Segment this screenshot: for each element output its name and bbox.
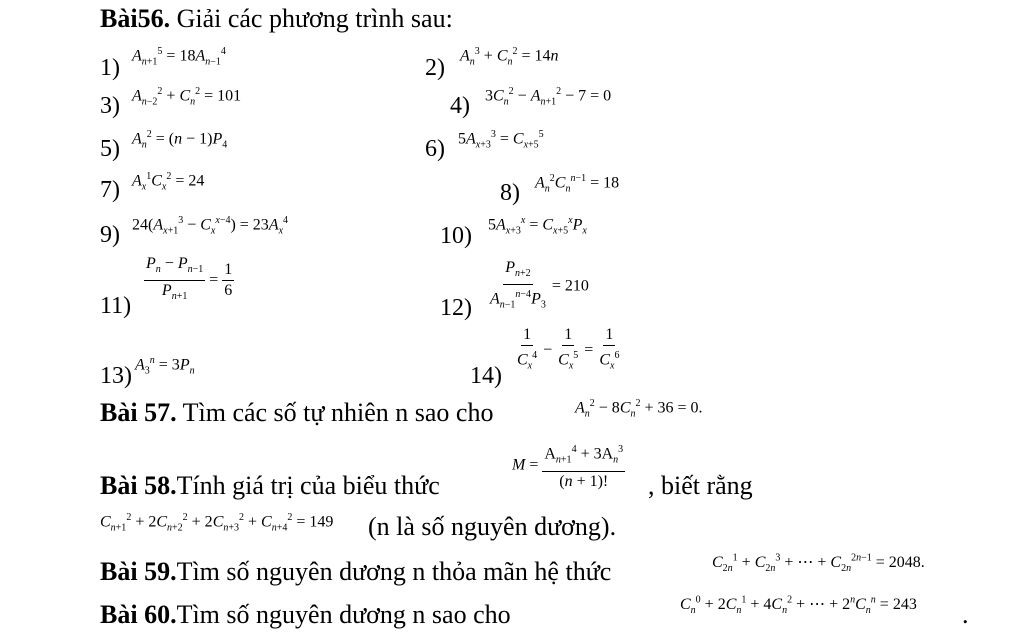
formula-59: $C_{2n}^1 + C_{2n}^3$ + ⋯ + $C_{2n}^{2n-1} = 2048$. xyxy=(712,552,925,575)
formula-13: $A_3^n = 3P_n$ xyxy=(135,355,195,377)
item-number: 11) xyxy=(100,293,132,319)
problem-label: Bài 59. xyxy=(100,557,177,586)
formula-60: $C_n^0 + 2C_n^1 + 4C_n^2$ + ⋯ + $2^nC_n^n = 243$ xyxy=(680,594,917,617)
formula-6: $5A_{x+3}^3 = C_{x+5}^5$ xyxy=(458,129,544,151)
formula-10: $5A_{x+3}^x = C_{x+5}^xP_x$ xyxy=(488,215,587,237)
item-number: 3) xyxy=(100,93,120,119)
formula-7: $A_x^1C_x^2 = 24$ xyxy=(132,171,205,193)
formula-14: $\frac{1}{C_x^4}$ − $\frac{1}{C_x^5}$ = $\frac{1}{C_x^6}$ xyxy=(517,326,620,372)
formula-12: $\frac{P_{n+2}}{A_{n-1}^{n-4}P_3}$ = 210 xyxy=(490,259,589,311)
formula-9: $24(A_{x+1}^3 - C_x^{x-4}) = 23A_x^4$ xyxy=(132,215,289,237)
formula-3: $A_{n-2}^2 + C_n^2 = 101$ xyxy=(132,86,242,108)
problem-text: Tìm các số tự nhiên n sao cho xyxy=(176,398,494,427)
item-number: 4) xyxy=(450,93,470,119)
problem-60-end: . xyxy=(962,600,969,629)
item-number: 12) xyxy=(440,295,472,321)
item-number: 6) xyxy=(425,136,445,162)
item-number: 8) xyxy=(500,180,520,206)
formula-57: $A_n^2 - 8C_n^2 + 36 = 0$. xyxy=(575,398,703,420)
item-number: 2) xyxy=(425,55,445,81)
item-number: 5) xyxy=(100,136,120,162)
item-number: 7) xyxy=(100,177,120,203)
problem-text: Tìm số nguyên dương n sao cho xyxy=(176,600,511,629)
exercise-heading xyxy=(100,4,453,34)
formula-1: $A_{n+1}^5 = 18A_{n-1}^4$ xyxy=(132,46,226,68)
formula-58: M = $\frac{A_{n+1}^4 + 3A_n^3}{(n + 1)!}$ xyxy=(512,440,625,492)
formula-2: $A_n^3 + C_n^2 = 14n$ xyxy=(460,46,559,68)
formula-4: $3C_n^2 - A_{n+1}^2 - 7 = 0$ xyxy=(485,86,612,108)
condition-58: $C_{n+1}^2 + 2C_{n+2}^2 + 2C_{n+3}^2 + C_{n+4}^2 = 149$ xyxy=(100,512,334,534)
problem-label: Bài 58. xyxy=(100,471,177,500)
item-number: 13) xyxy=(100,363,132,389)
problem-label: Bài 60. xyxy=(100,600,177,629)
item-number: 14) xyxy=(470,363,502,389)
problem-60 xyxy=(100,600,511,630)
item-number: 1) xyxy=(100,55,120,81)
formula-11: $\frac{P_n - P_{n-1}}{P_{n+1}}$ = $\frac{1}{6}$ xyxy=(146,255,233,303)
problem-58-note: (n là số nguyên dương). xyxy=(368,512,617,541)
formula-5: $A_n^2 = (n - 1)P_4$ xyxy=(132,129,228,151)
item-number: 10) xyxy=(440,223,472,249)
problem-58 xyxy=(100,471,440,501)
heading-text: Giải các phương trình sau: xyxy=(170,4,453,33)
problem-label: Bài 57. xyxy=(100,398,177,427)
item-number: 9) xyxy=(100,222,120,248)
formula-8: $A_n^2C_n^{n-1} = 18$ xyxy=(535,173,620,195)
problem-59 xyxy=(100,557,611,587)
problem-57 xyxy=(100,398,493,428)
heading-label: Bài56. xyxy=(100,4,171,33)
problem-text: Tính giá trị của biểu thức xyxy=(176,471,440,500)
problem-58-suffix: , biết rằng xyxy=(648,471,753,500)
problem-text: Tìm số nguyên dương n thỏa mãn hệ thức xyxy=(176,557,612,586)
